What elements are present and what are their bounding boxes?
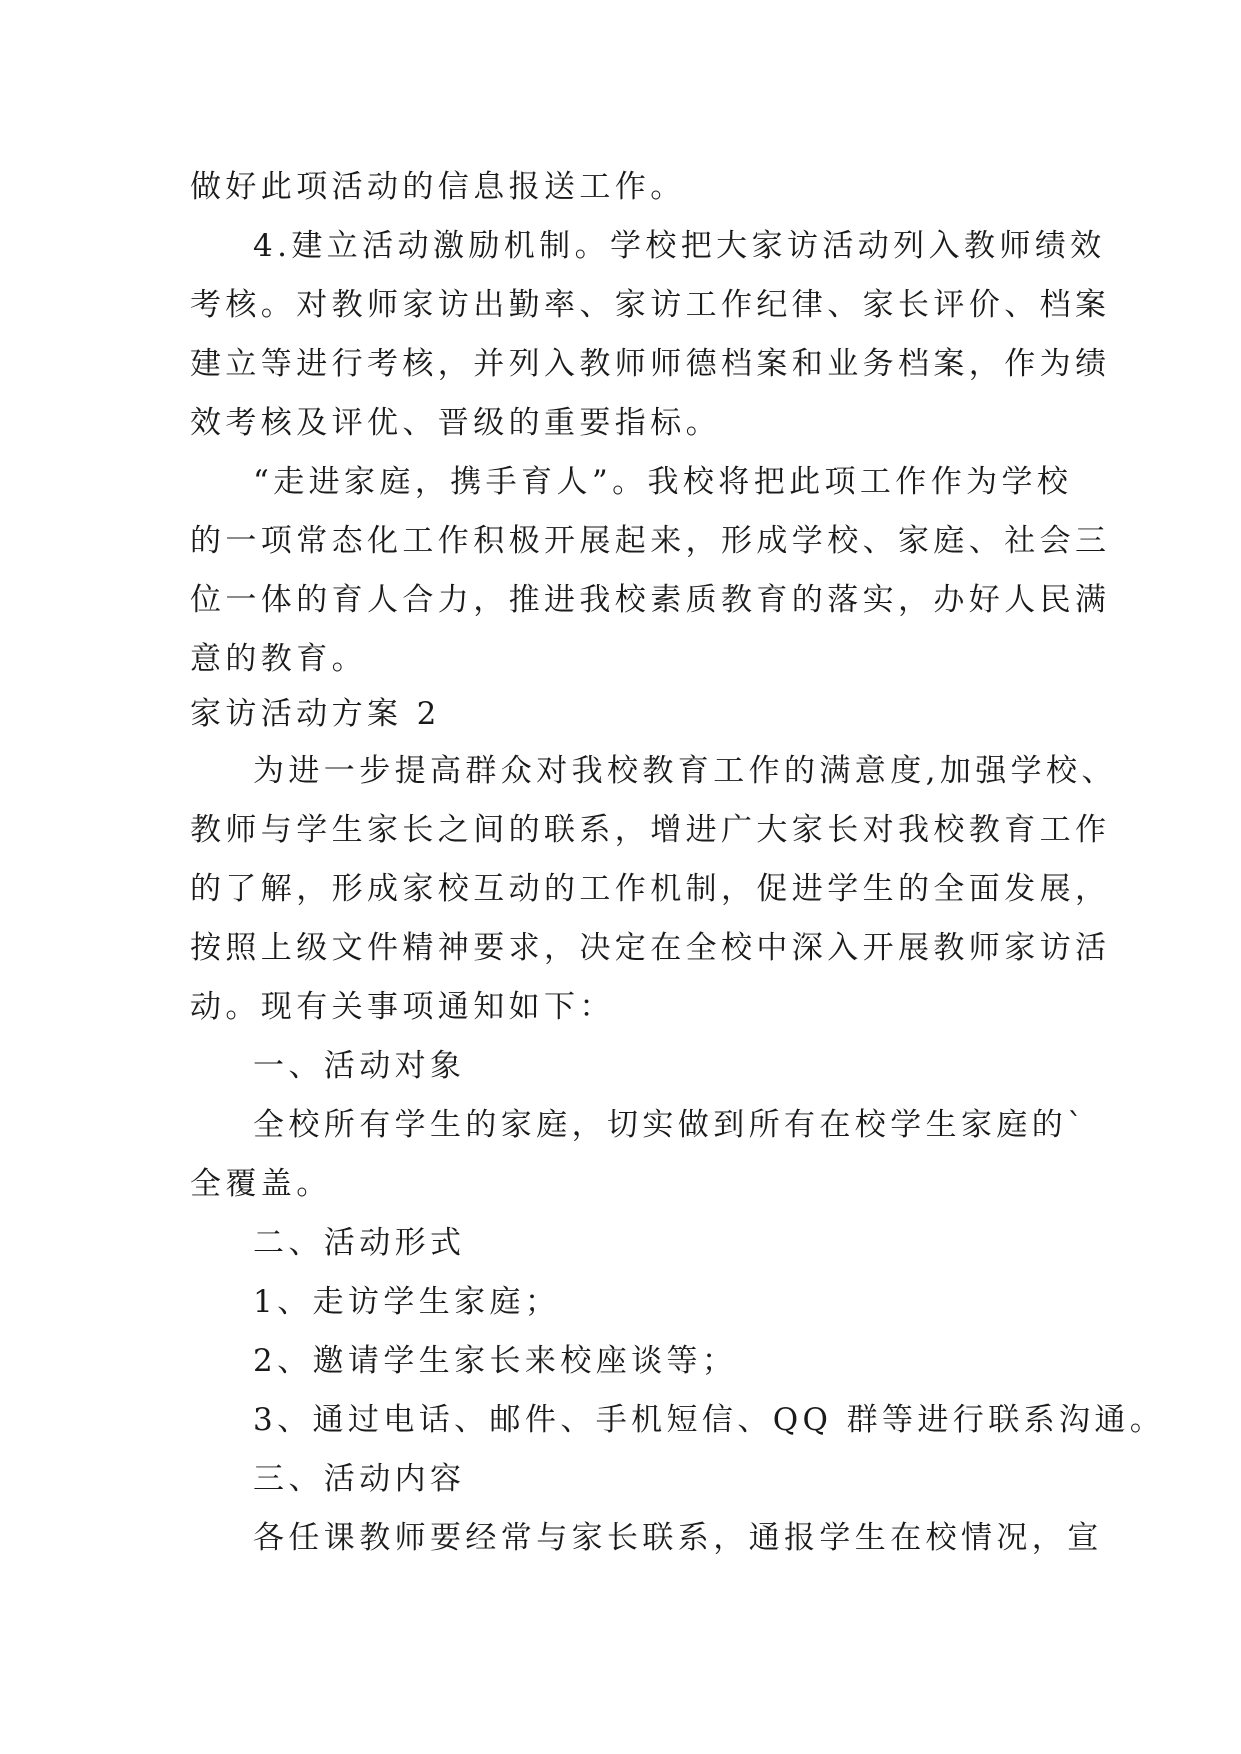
list-item: 2、邀请学生家长来校座谈等； (253, 1343, 738, 1379)
paragraph-line: 全覆盖。 (190, 1166, 332, 1202)
subheading: 一、活动对象 (253, 1048, 466, 1084)
paragraph-line: 位一体的育人合力，推进我校素质教育的落实，办好人民满 (190, 582, 1111, 618)
paragraph-line: “走进家庭，携手育人”。我校将把此项工作作为学校 (253, 464, 1073, 500)
paragraph-line: 的一项常态化工作积极开展起来，形成学校、家庭、社会三 (190, 523, 1111, 559)
paragraph-line: 教师与学生家长之间的联系，增进广大家长对我校教育工作 (190, 812, 1111, 848)
paragraph-line: 建立等进行考核，并列入教师师德档案和业务档案，作为绩 (190, 346, 1111, 382)
paragraph-line: 考核。对教师家访出勤率、家访工作纪律、家长评价、档案 (190, 287, 1111, 323)
paragraph-line: 做好此项活动的信息报送工作。 (190, 169, 686, 205)
paragraph-line: 意的教育。 (190, 641, 367, 677)
paragraph-line: 为进一步提高群众对我校教育工作的满意度,加强学校、 (253, 753, 1117, 789)
list-item: 1、走访学生家庭； (253, 1284, 561, 1320)
paragraph-line: 的了解，形成家校互动的工作机制，促进学生的全面发展， (190, 871, 1111, 907)
paragraph-line: 4.建立活动激励机制。学校把大家访活动列入教师绩效 (253, 228, 1106, 264)
paragraph-line: 效考核及评优、晋级的重要指标。 (190, 405, 721, 441)
paragraph-line: 各任课教师要经常与家长联系，通报学生在校情况，宣 (253, 1520, 1103, 1556)
paragraph-line: 动。现有关事项通知如下： (190, 989, 615, 1025)
paragraph-line: 按照上级文件精神要求，决定在全校中深入开展教师家访活 (190, 930, 1111, 966)
paragraph-line: 全校所有学生的家庭，切实做到所有在校学生家庭的` (253, 1107, 1088, 1143)
subheading: 二、活动形式 (253, 1225, 466, 1261)
subheading: 三、活动内容 (253, 1461, 466, 1497)
section-title: 家访活动方案 2 (190, 696, 441, 732)
list-item: 3、通过电话、邮件、手机短信、QQ 群等进行联系沟通。 (253, 1402, 1166, 1438)
